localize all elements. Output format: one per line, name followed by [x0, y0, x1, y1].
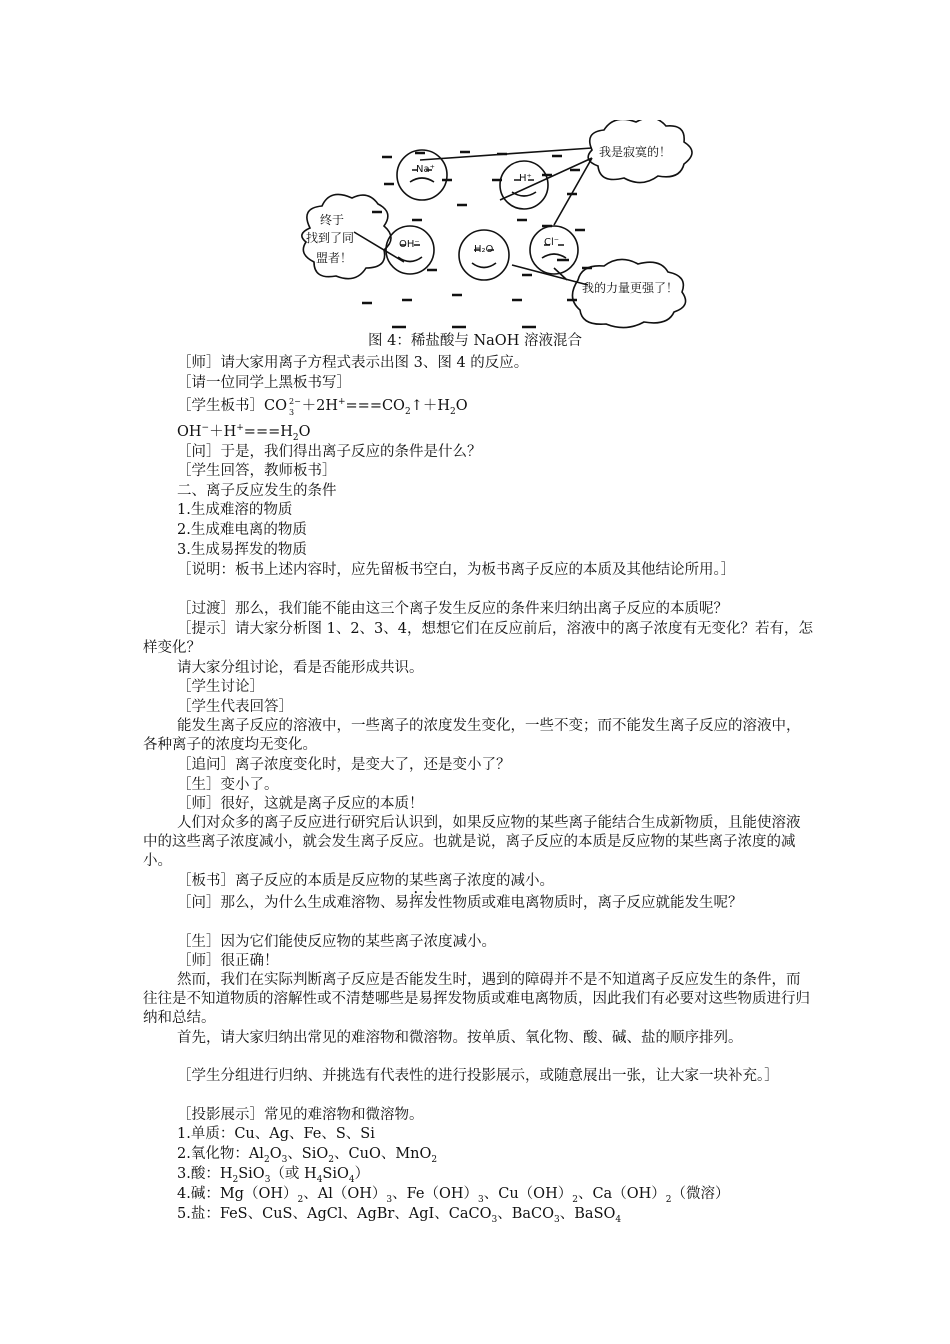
paragraph: 首先，请大家归纳出常见的难溶物和微溶物。按单质、氧化物、酸、碱、盐的顺序排列。 [177, 1030, 743, 1046]
paragraph: ［提示］请大家分析图 1、2、3、4，想想它们在反应前后，溶液中的离子浓度有无变化？若有，怎样变化？ [143, 621, 814, 656]
list-item: 2.氧化物：$Al_2O_3$、SiO$_2$、CuO、MnO$_2$ [177, 1146, 438, 1165]
text-line: ［投影展示］常见的难溶物和微溶物。 [177, 1107, 424, 1123]
svg-text:OH⁻: OH⁻ [399, 239, 420, 250]
text-line: ［师］请大家用离子方程式表示出图 3、图 4 的反应。 [177, 355, 529, 371]
list-item: 4.碱：$Mg(OH)_2$、$Al(OH)_3$、$Fe(OH)_3$、$Cu(OH)_2$、$Ca(OH)_2$（微溶） [177, 1186, 730, 1205]
board-line: ［板书］离子反应的本质是反应物的某些离子浓度的减小。 [177, 873, 554, 889]
svg-text:Na⁺: Na⁺ [416, 164, 435, 175]
list-item: 5.盐：FeS、CuS、AgCl、AgBr、AgI、CaCO$_3$、BaCO$_3$、BaSO$_4$ [177, 1206, 622, 1225]
text-line: 请大家分组讨论，看是否能形成共识。 [177, 660, 424, 676]
svg-text:找到了同: 找到了同 [306, 231, 355, 245]
paragraph: ［说明：板书上述内容时，应先留板书空白，为板书离子反应的本质及其他结论所用。］ [177, 562, 736, 578]
list-item: 1.单质：Cu、Ag、Fe、S、Si [177, 1126, 375, 1142]
paragraph: 然而，我们在实际判断离子反应是否能发生时，遇到的障碍并不是不知道离子反应发生的条件，而往往是不知道物质的溶解性或不清楚哪些是易挥发物质或难电离物质，因此我们有必要对这些物质进行归纳和总结。 [143, 972, 810, 1026]
svg-text:盟者！: 盟者！ [316, 251, 353, 265]
paragraph: ［学生分组进行归纳、并挑选有代表性的进行投影展示，或随意展出一张，让大家一块补充。］ [177, 1068, 779, 1084]
svg-text:我是寂寞的！: 我是寂寞的！ [599, 145, 672, 159]
text-line: ［生］因为它们能使反应物的某些离子浓度减小。 [177, 934, 496, 950]
svg-text:H₂O: H₂O [474, 244, 494, 255]
list-item: 3.酸：$H_2SiO_3$（或 $H_4SiO_4$） [177, 1166, 370, 1185]
svg-text:Cl⁻: Cl⁻ [544, 237, 560, 248]
ion-cartoon-figure [292, 120, 700, 332]
na-ion [397, 150, 447, 200]
section-heading: 二、离子反应发生的条件 [177, 483, 337, 499]
text-line: ［问］于是，我们得出离子反应的条件是什么？ [177, 444, 482, 460]
svg-text:终于: 终于 [320, 213, 345, 227]
paragraph: ［问］那么，为什么生成难溶物、易挥发性物质或难电离物质时，离子反应就能发生呢？ [177, 895, 743, 911]
text-line: ［学生代表回答］ [177, 699, 293, 715]
text-line: ［学生回答，教师板书］ [177, 463, 337, 479]
text-line: ［过渡］那么，我们能不能由这三个离子发生反应的条件来归纳出离子反应的本质呢？ [177, 601, 728, 617]
text-line: ［师］很好，这就是离子反应的本质！ [177, 796, 424, 812]
h-ion [500, 161, 548, 209]
text-line: ［追问］离子浓度变化时，是变大了，还是变小了？ [177, 757, 511, 773]
paragraph: 人们对众多的离子反应进行研究后认识到，如果反应物的某些离子能结合生成新物质，且能使溶液中的这些离子浓度减小，就会发生离子反应。也就是说，离子反应的本质是反应物的某些离子浓度的减小。 [143, 815, 801, 869]
svg-text:我的力量更强了！: 我的力量更强了！ [582, 281, 679, 295]
list-item: 1.生成难溶的物质 [177, 502, 293, 518]
text-line: ［学生讨论］ [177, 679, 264, 695]
text-line: ［师］很正确！ [177, 953, 279, 969]
text-line: ［生］变小了。 [177, 777, 279, 793]
list-item: 2.生成难电离的物质 [177, 522, 307, 538]
list-item: 3.生成易挥发的物质 [177, 542, 307, 558]
cl-ion [530, 226, 578, 274]
text-line: ［请一位同学上黑板书写］ [177, 375, 351, 391]
h2o-molecule [459, 230, 509, 280]
oh-ion [386, 226, 434, 274]
equation-line: $OH^-+H^+===H_2O$ [177, 423, 311, 443]
equation-line: ［学生板书］CO 2− 3 $+2H^+===CO_2↑+H_2O$ [177, 397, 468, 417]
paragraph: 能发生离子反应的溶液中，一些离子的浓度发生变化，一些不变；而不能发生离子反应的溶液中，各种离子的浓度均无变化。 [143, 718, 801, 753]
svg-text:H⁺: H⁺ [519, 173, 532, 184]
figure-caption: 图 4：稀盐酸与 NaOH 溶液混合 [368, 333, 582, 349]
